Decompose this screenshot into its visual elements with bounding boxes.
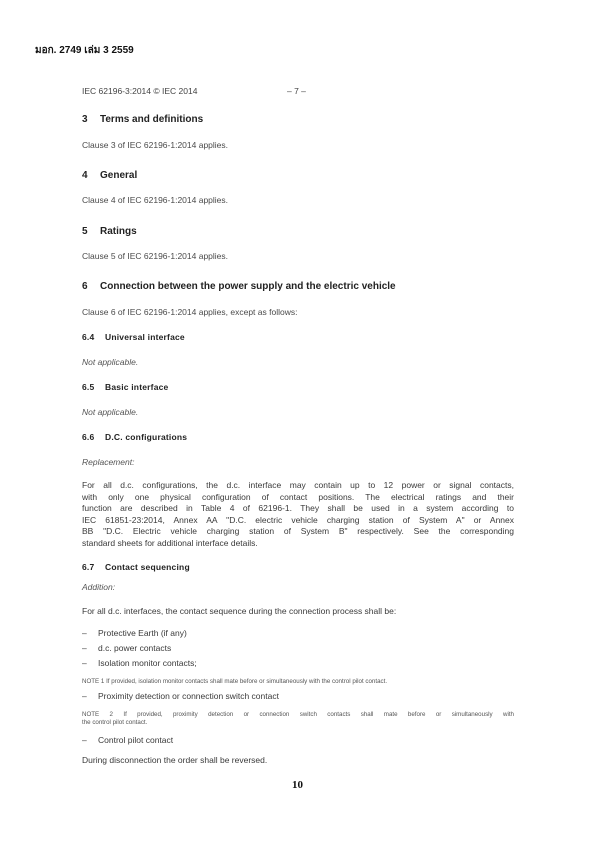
section-number: 5 [82,226,88,237]
paragraph-line: function are described in Table 4 of 62196-1. They shall be used in a system according to [82,503,514,513]
sequence-item [82,735,173,745]
section-title: General [100,170,138,181]
subsection-title: D.C. configurations [105,432,188,442]
sequence-item [82,691,279,701]
sequence-item [82,628,187,638]
sequence-item-text: Protective Earth (if any) [98,628,187,638]
subsection-heading-6-5 [82,382,168,392]
paragraph-line: For all d.c. configurations, the d.c. interface may contain up to 12 power or signal contacts, [82,480,514,490]
subsection-title: Contact sequencing [105,562,190,572]
iec-page-number: – 7 – [287,86,306,96]
section-number: 6 [82,281,88,292]
subsection-title: Universal interface [105,332,185,342]
list-dash: – [82,735,87,745]
subsection-heading-6-4 [82,332,185,342]
subsection-heading-6-7 [82,562,190,572]
iec-reference: IEC 62196-3:2014 © IEC 2014 [82,86,198,96]
page-number: 10 [292,779,303,791]
sequence-intro: For all d.c. interfaces, the contact sequence during the connection process shall be: [82,606,397,616]
section-heading-4 [82,170,137,181]
note-1: NOTE 1 If provided, isolation monitor contacts shall mate before or simultaneously with the control pilot contact. [82,678,388,685]
section-title: Connection between the power supply and the electric vehicle [100,281,396,292]
list-dash: – [82,628,87,638]
disconnection-text: During disconnection the order shall be reversed. [82,755,268,765]
subsection-number: 6.5 [82,382,95,392]
note-line: NOTE 2 If provided, proximity detection or connection switch contacts shall mate before or simultaneously with [82,711,514,718]
list-dash: – [82,691,87,701]
section-body-5: Clause 5 of IEC 62196-1:2014 applies. [82,251,229,261]
sequence-item-text: Isolation monitor contacts; [98,658,197,668]
subsection-number: 6.6 [82,432,95,442]
subsection-body-6-7: Addition: [82,582,116,592]
section-number: 3 [82,114,88,125]
note-2 [82,711,514,727]
section-title: Terms and definitions [100,114,204,125]
subsection-body-6-4: Not applicable. [82,357,139,367]
sequence-item [82,658,197,668]
thai-standard-header: มอก. 2749 เล่ม 3 2559 [35,45,134,56]
paragraph-line: with only one physical configuration of contact positions. The electrical ratings and their [82,491,514,502]
section-title: Ratings [100,226,137,237]
list-dash: – [82,643,87,653]
section-body-6: Clause 6 of IEC 62196-1:2014 applies, except as follows: [82,307,298,317]
subsection-body-6-5: Not applicable. [82,407,139,417]
list-dash: – [82,658,87,668]
section-heading-3 [82,114,203,125]
subsection-heading-6-6 [82,432,187,442]
section-heading-6 [82,281,396,292]
subsection-number: 6.4 [82,332,95,342]
sequence-item-text: Control pilot contact [98,735,174,745]
sequence-item-text: Proximity detection or connection switch contact [98,691,279,701]
section-body-4: Clause 4 of IEC 62196-1:2014 applies. [82,195,229,205]
subsection-number: 6.7 [82,562,95,572]
dc-configurations-paragraph [82,480,514,549]
paragraph-line: standard sheets for additional interface details. [82,537,258,548]
section-number: 4 [82,170,88,181]
subsection-title: Basic interface [105,382,169,392]
section-heading-5 [82,226,137,237]
section-body-3: Clause 3 of IEC 62196-1:2014 applies. [82,140,229,150]
subsection-body-6-6: Replacement: [82,457,135,467]
sequence-item-text: d.c. power contacts [98,643,172,653]
paragraph-line: BB "D.C. Electric vehicle charging station of System B" respectively. See the corresponding [82,526,514,536]
note-line: the control pilot contact. [82,719,148,726]
paragraph-line: IEC 61851-23:2014, Annex AA "D.C. electric vehicle charging station of System A" or Annex [82,514,514,525]
sequence-item [82,643,171,653]
